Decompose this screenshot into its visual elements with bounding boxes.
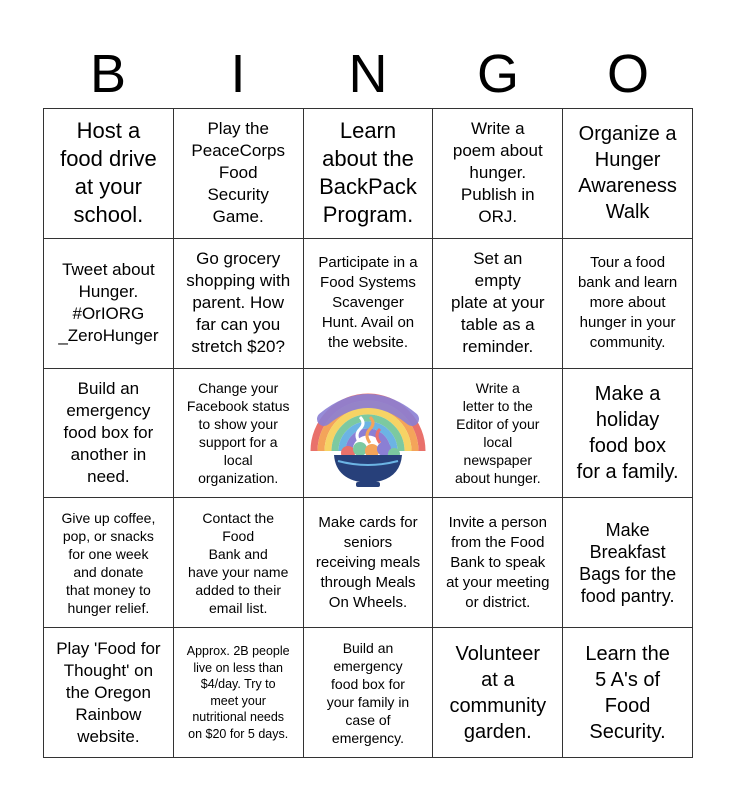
bingo-cell[interactable] xyxy=(304,239,434,369)
bingo-cell[interactable] xyxy=(304,498,434,628)
cell-text: Approx. 2B people live on less than $4/day. Try to meet your nutritional needs on $20 for 5 days. xyxy=(186,644,290,741)
cell-text: Go grocery shopping with parent. How far can you stretch $20? xyxy=(186,249,291,357)
cell-text: Play the PeaceCorps Food Security Game. xyxy=(191,119,285,227)
cell-text: Build an emergency food box for your family in case of emergency. xyxy=(326,639,410,746)
bingo-cell[interactable] xyxy=(174,628,304,758)
bingo-cell[interactable] xyxy=(563,239,693,369)
cell-text: Change your Facebook status to show your support for a local organization. xyxy=(186,379,290,486)
zero-hunger-rainbow-bowl-icon xyxy=(304,369,432,497)
bingo-cell[interactable] xyxy=(563,369,693,499)
bingo-cell[interactable] xyxy=(563,498,693,628)
header-letter-g: G xyxy=(476,44,519,104)
bingo-card-grid xyxy=(43,108,693,758)
bingo-header xyxy=(43,40,693,108)
cell-text: Host a food drive at your school. xyxy=(60,118,157,228)
cell-text: Make a holiday food box for a family. xyxy=(576,382,679,483)
cell-text: Make cards for seniors receiving meals through Meals On Wheels. xyxy=(315,513,421,611)
free-space-cell[interactable] xyxy=(304,369,434,499)
bingo-cell[interactable] xyxy=(563,628,693,758)
bingo-cell[interactable] xyxy=(433,498,563,628)
cell-text: Tweet about Hunger. #OrIORG _ZeroHunger xyxy=(58,260,159,346)
cell-text: Play 'Food for Thought' on the Oregon Rainbow website. xyxy=(56,638,161,746)
cell-text: Tour a food bank and learn more about hunger in your community. xyxy=(577,254,678,352)
bingo-cell[interactable] xyxy=(304,628,434,758)
bingo-cell[interactable] xyxy=(174,109,304,239)
bingo-cell[interactable] xyxy=(563,109,693,239)
bingo-cell[interactable] xyxy=(304,109,434,239)
bingo-cell[interactable] xyxy=(174,239,304,369)
header-letter-i: I xyxy=(230,44,246,104)
bingo-cell[interactable] xyxy=(174,498,304,628)
cell-text: Invite a person from the Food Bank to speak at your meeting or district. xyxy=(446,513,550,611)
bingo-cell[interactable] xyxy=(44,109,174,239)
header-letter-n: N xyxy=(348,44,388,104)
header-letter-b: B xyxy=(89,44,127,104)
cell-text: Participate in a Food Systems Scavenger Hunt. Avail on the website. xyxy=(318,254,418,352)
cell-text: Learn about the BackPack Program. xyxy=(319,118,417,228)
cell-text: Give up coffee, pop, or snacks for one week and donate that money to hunger relief. xyxy=(61,509,156,616)
cell-text: Write a letter to the Editor of your local newspaper about hunger. xyxy=(454,379,541,486)
bingo-cell[interactable] xyxy=(433,239,563,369)
bingo-cell[interactable] xyxy=(44,239,174,369)
bingo-cell[interactable] xyxy=(44,498,174,628)
cell-text: Write a poem about hunger. Publish in ORJ. xyxy=(452,119,543,227)
bingo-cell[interactable] xyxy=(433,628,563,758)
cell-text: Volunteer at a community garden. xyxy=(449,642,547,743)
bingo-cell[interactable] xyxy=(44,369,174,499)
cell-text: Learn the 5 A's of Food Security. xyxy=(585,642,670,743)
bingo-cell[interactable] xyxy=(433,369,563,499)
cell-text: Set an empty plate at your table as a reminder. xyxy=(451,249,545,357)
header-letter-o: O xyxy=(606,44,649,104)
bingo-cell[interactable] xyxy=(174,369,304,499)
bingo-cell[interactable] xyxy=(44,628,174,758)
bingo-cell[interactable] xyxy=(433,109,563,239)
cell-text: Organize a Hunger Awareness Walk xyxy=(578,123,677,224)
cell-text: Build an emergency food box for another in need. xyxy=(63,378,154,486)
cell-text: Contact the Food Bank and have your name added to their email list. xyxy=(187,509,289,616)
cell-text: Make Breakfast Bags for the food pantry. xyxy=(579,519,677,606)
